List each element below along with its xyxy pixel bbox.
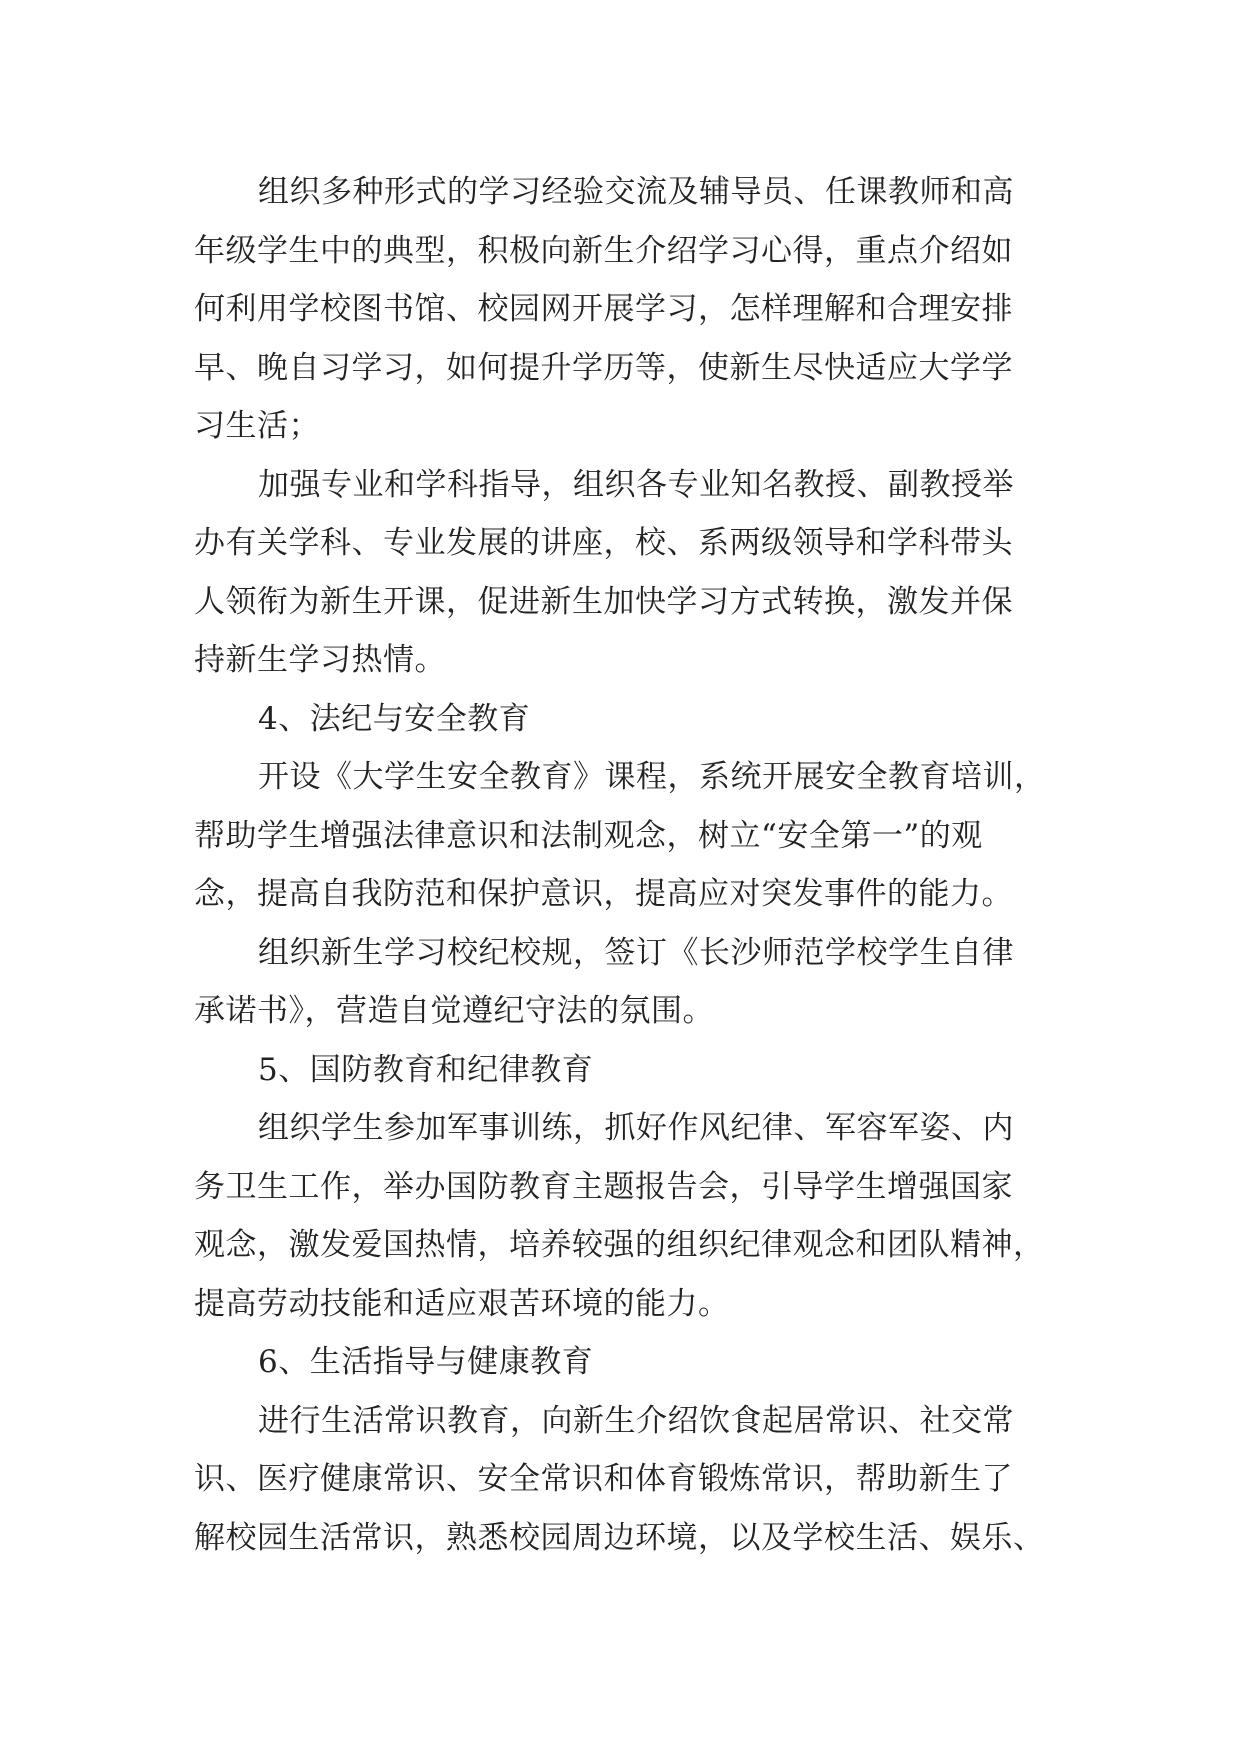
text-line: 6、生活指导与健康教育 [258, 1344, 594, 1380]
text-line: 组织学生参加军事训练，抓好作风纪律、军容军姿、内 [258, 1110, 1014, 1146]
text-line: 人领衔为新生开课，促进新生加快学习方式转换，激发并保 [194, 583, 1013, 620]
text-line: 识、医疗健康常识、安全常识和体育锻炼常识，帮助新生了 [194, 1461, 1013, 1497]
text-line: 进行生活常识教育，向新生介绍饮食起居常识、社交常 [258, 1402, 1014, 1439]
text-line: 帮助学生增强法律意识和法制观念，树立“安全第一”的观 [194, 817, 983, 854]
text-line: 务卫生工作，举办国防教育主题报告会，引导学生增强国家 [194, 1168, 1013, 1205]
text-line: 4、法纪与安全教育 [258, 700, 531, 737]
text-line: 念，提高自我防范和保护意识，提高应对突发事件的能力。 [194, 876, 1013, 912]
text-line: 观念，激发爱国热情，培养较强的组织纪律观念和团队精神， [194, 1227, 1045, 1263]
text-line: 办有关学科、专业发展的讲座，校、系两级领导和学科带头 [194, 525, 1013, 561]
text-line: 持新生学习热情。 [194, 642, 446, 678]
text-line: 何利用学校图书馆、校园网开展学习，怎样理解和合理安排 [194, 291, 1013, 327]
text-line: 早、晚自习学习，如何提升学历等，使新生尽快适应大学学 [194, 349, 1013, 386]
text-line: 组织新生学习校纪校规，签订《长沙师范学校学生自律 [258, 934, 1014, 971]
body-text [194, 163, 1046, 1567]
text-line: 开设《大学生安全教育》课程，系统开展安全教育培训， [258, 759, 1046, 795]
text-line: 5、国防教育和纪律教育 [258, 1051, 594, 1088]
text-line: 组织多种形式的学习经验交流及辅导员、任课教师和高 [258, 174, 1014, 210]
text-line: 习生活； [194, 408, 320, 444]
text-line: 加强专业和学科指导，组织各专业知名教授、副教授举 [258, 466, 1014, 503]
text-line: 提高劳动技能和适应艰苦环境的能力。 [194, 1285, 730, 1322]
text-line: 承诺书》，营造自觉遵纪守法的氛围。 [194, 993, 714, 1029]
text-line: 解校园生活常识，熟悉校园周边环境，以及学校生活、娱乐、 [194, 1519, 1045, 1556]
text-line: 年级学生中的典型，积极向新生介绍学习心得，重点介绍如 [194, 232, 1013, 269]
